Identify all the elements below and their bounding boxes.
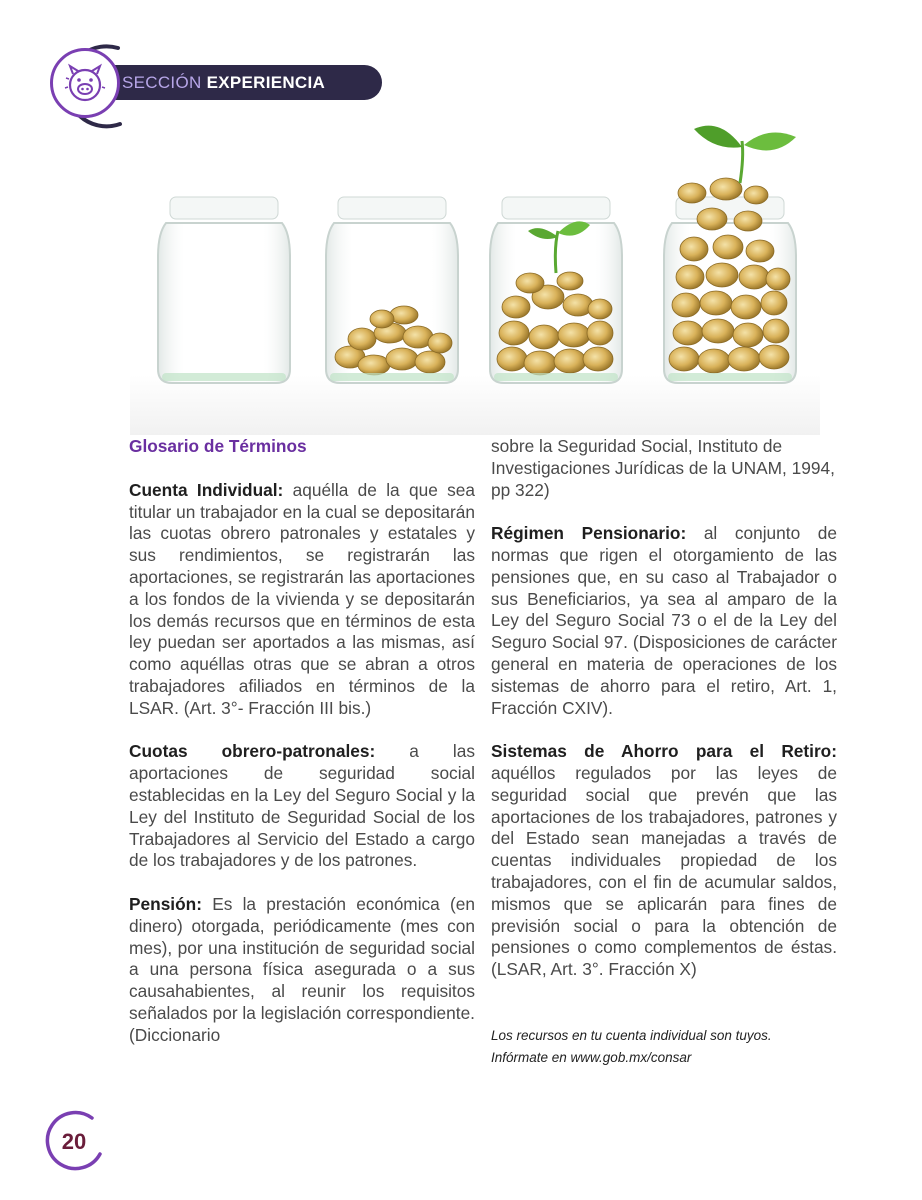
section-name: EXPERIENCIA xyxy=(206,72,326,92)
section-label: SECCIÓN xyxy=(122,72,202,92)
entry-pension xyxy=(129,894,475,1047)
hero-coin-jars-image xyxy=(130,105,820,435)
term-label: Cuenta Individual: xyxy=(129,479,284,500)
term-definition: Es la prestación económica (en dinero) otorgada, periódicamente (mes con mes), por una institución de seguridad social a una persona física asegurada o a sus causahabientes, al reunir los requisitos señalados por la legislación correspondiente. (Diccionario xyxy=(129,893,475,1045)
jar-half-coins-sprout xyxy=(490,197,622,383)
entry-regimen-pensionario xyxy=(491,523,837,719)
term-definition: a las aportaciones de seguridad social establecidas en la Ley del Seguro Social y la Ley del Instituto de Seguridad Social de los Trabajadores al Servicio del Estado a cargo de los trabajadores y de los patrones. xyxy=(129,741,475,871)
entry-cuotas-obrero-patronales xyxy=(129,741,475,872)
term-label: Pensión: xyxy=(129,893,202,914)
info-note xyxy=(491,1025,837,1069)
entry-cuenta-individual xyxy=(129,480,475,720)
page-number: 20 xyxy=(61,1129,87,1154)
term-label: Régimen Pensionario: xyxy=(491,523,687,544)
page-number-badge xyxy=(42,1110,106,1174)
term-definition: aquélla de la que sea titular un trabajador en la cual se depositarán las cuotas obrero patronales y estatales y sus rendimientos, se registrarán las aportaciones, se registrarán las aportaciones a los fondos de la vivienda y se depositarán los demás recursos que en términos de esta ley puedan ser aportados a las mismas, así como aquéllas otras que se abran a otros trabajadores afiliados en términos de la LSAR. (Art. 3°- Fracción III bis.) xyxy=(129,479,475,718)
jar-few-coins xyxy=(326,197,458,383)
pig-face-icon xyxy=(50,48,120,118)
left-column xyxy=(129,436,475,1068)
term-definition: aquéllos regulados por las leyes de seguridad social que prevén que las aportaciones de los trabajadores, patrones y del Estado sean manejadas a través de cuentas individuales propiedad de los trabajadores, con el fin de acumular saldos, mismos que se aplicarán para fines de previsión social o para la obtención de pensiones o como complementos de éstas. (LSAR, Art. 3°. Fracción X) xyxy=(491,762,837,980)
info-note-line2: Infórmate en www.gob.mx/consar xyxy=(491,1049,692,1065)
term-label: Sistemas de Ahorro para el Retiro: xyxy=(491,741,837,762)
term-label: Cuotas obrero-patronales: xyxy=(129,741,376,762)
section-title-bar xyxy=(102,65,382,100)
right-column xyxy=(491,436,837,1069)
empty-jar xyxy=(158,197,290,383)
entry-sistemas-ahorro-retiro xyxy=(491,741,837,981)
info-note-line1: Los recursos en tu cuenta individual son tuyos. xyxy=(491,1027,772,1043)
entry-pension-continued: sobre la Seguridad Social, Instituto de Investigaciones Jurídicas de la UNAM, 1994, pp 322) xyxy=(491,436,835,500)
glossary-title: Glosario de Términos xyxy=(129,436,307,456)
term-definition: al conjunto de normas que rigen el otorgamiento de las pensiones que, en su caso al Trabajador o sus Beneficiarios, ya sea al amparo de la Ley del Seguro Social 73 o el de la Ley del Seguro Social 97. (Disposiciones de carácter general en materia de operaciones de los sistemas de ahorro para el retiro, Art. 1, Fracción CXIV). xyxy=(491,523,837,718)
